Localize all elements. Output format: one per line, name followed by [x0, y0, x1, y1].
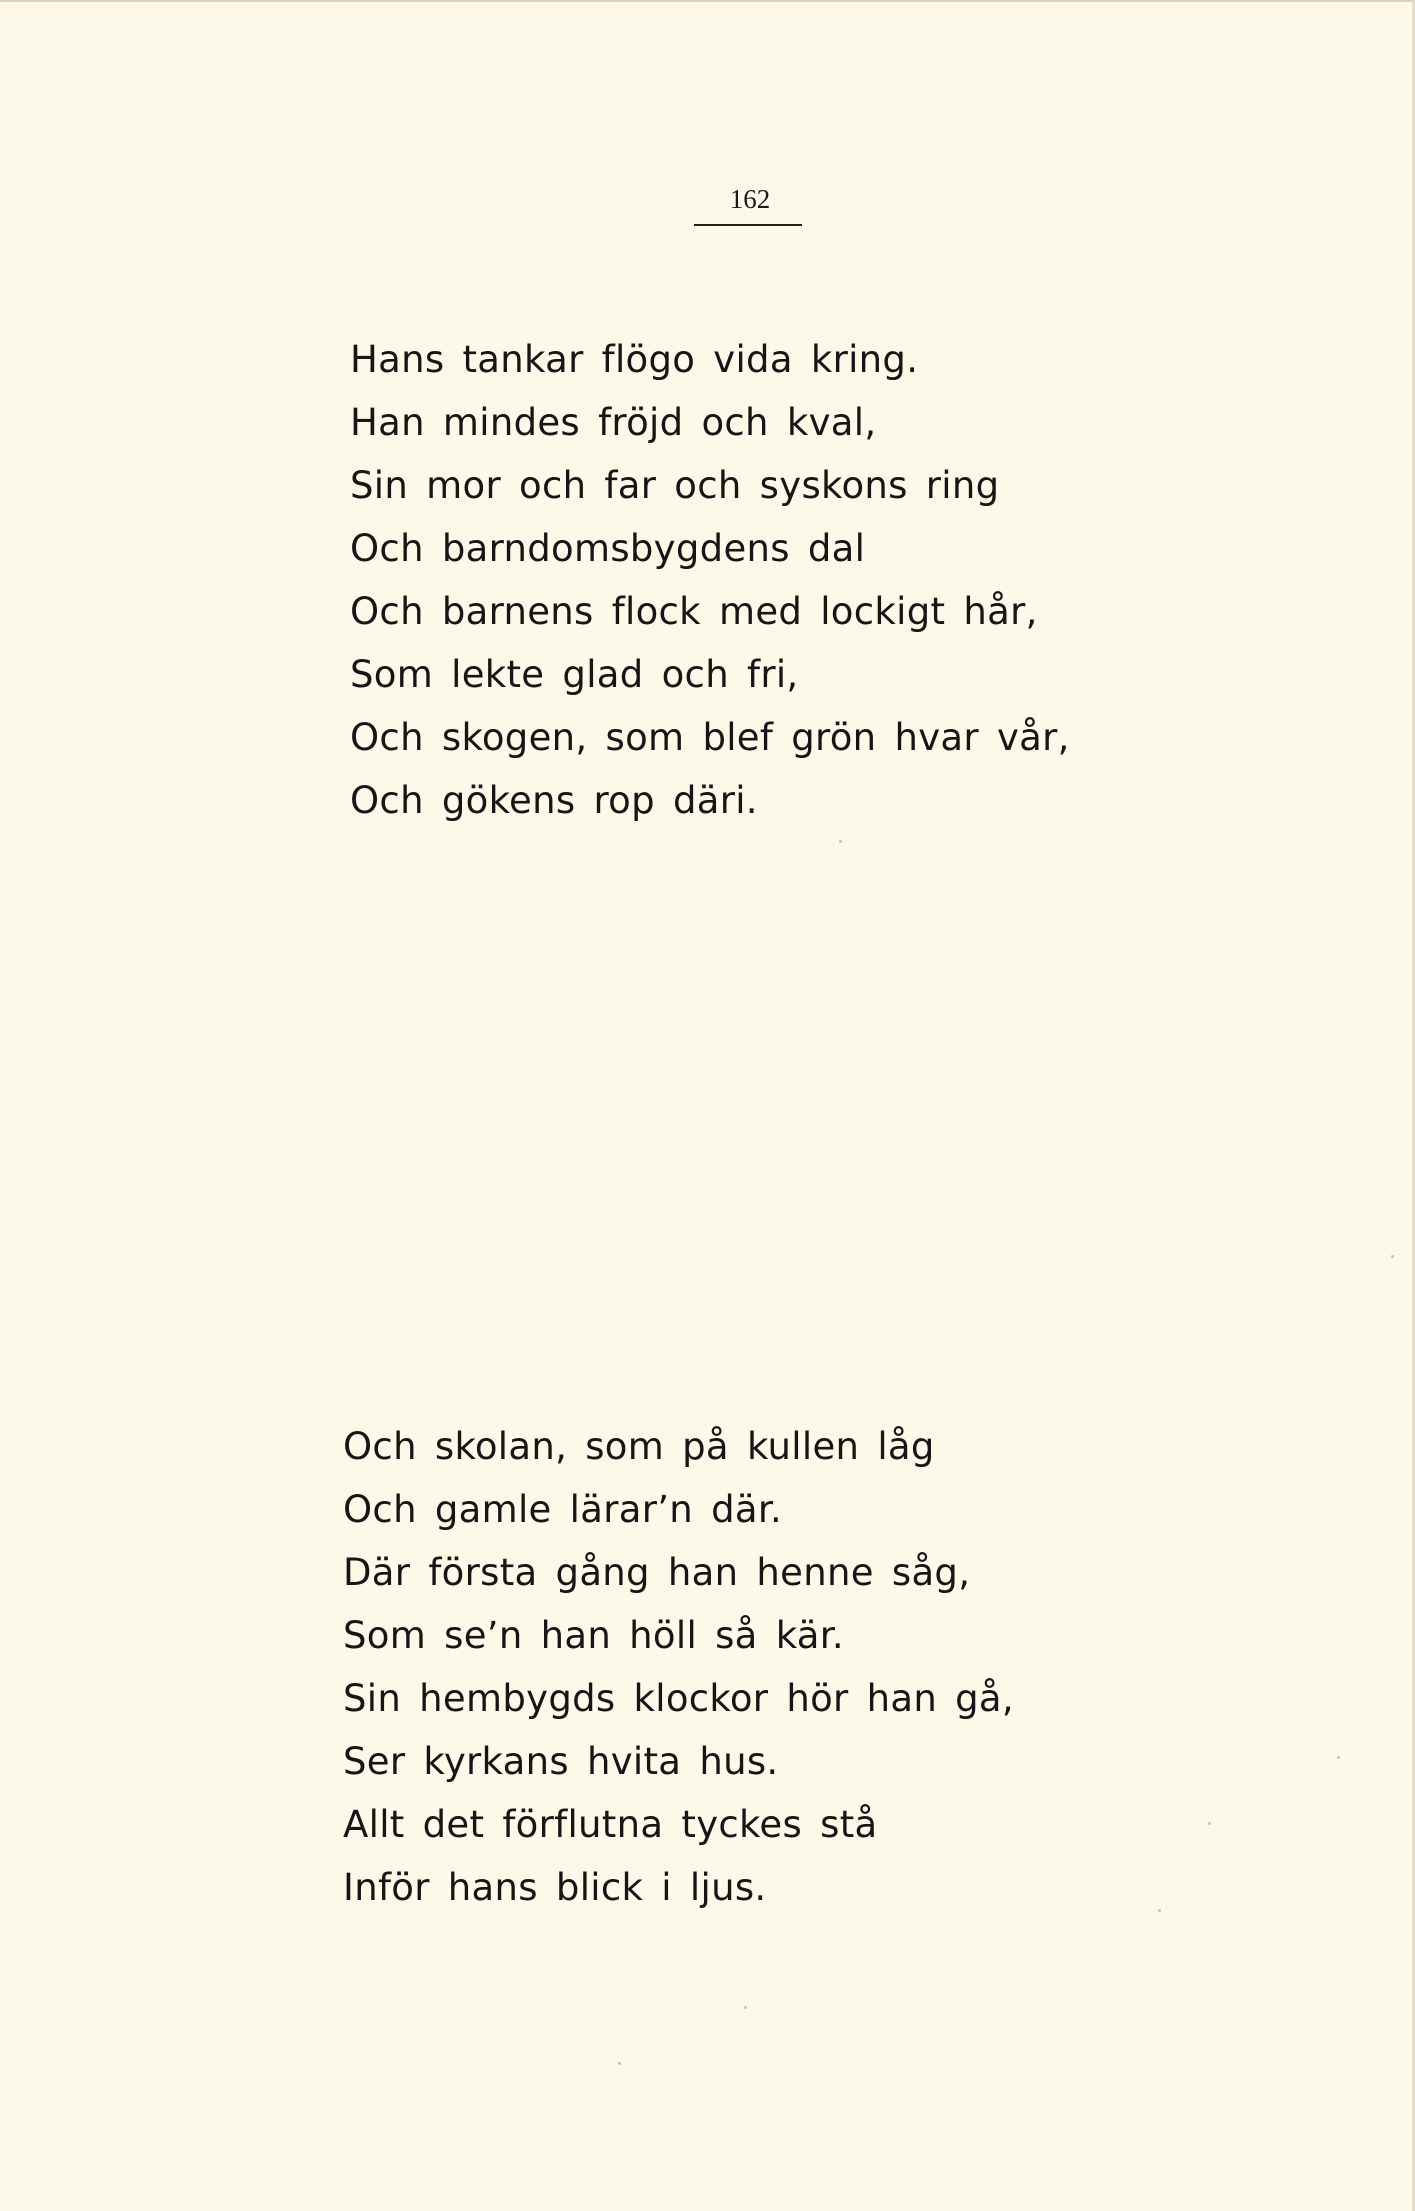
verse-line: Han mindes fröjd och kval, [350, 401, 877, 444]
paper-speck [839, 840, 842, 843]
verse-line: Och barnens flock med lockigt hår, [350, 590, 1038, 633]
verse-line: Och barndomsbygdens dal [350, 527, 866, 570]
stanza-2 [343, 1415, 1014, 1919]
paper-speck [744, 2006, 747, 2009]
paper-speck [1337, 1756, 1340, 1759]
verse-line: Hans tankar flögo vida kring. [350, 338, 919, 381]
verse-line: Sin mor och far och syskons ring [350, 464, 1000, 507]
stanza-1 [350, 328, 1070, 832]
verse-line: Inför hans blick i ljus. [343, 1866, 767, 1909]
verse-line: Sin hembygds klockor hör han gå, [343, 1677, 1014, 1720]
verse-line: Som lekte glad och fri, [350, 653, 799, 696]
verse-line: Och gökens rop däri. [350, 779, 758, 822]
paper-speck [618, 2062, 621, 2065]
verse-line: Som se’n han höll så kär. [343, 1614, 844, 1657]
paper-speck [1391, 1255, 1394, 1258]
paper-speck [1158, 1909, 1161, 1912]
verse-line: Och gamle lärar’n där. [343, 1488, 783, 1531]
page-number: 162 [729, 184, 771, 214]
verse-line: Och skolan, som på kullen låg [343, 1425, 935, 1468]
paper-speck [1208, 1822, 1211, 1825]
verse-line: Ser kyrkans hvita hus. [343, 1740, 779, 1783]
page-number-underline [694, 224, 802, 226]
verse-line: Och skogen, som blef grön hvar vår, [350, 716, 1070, 759]
verse-line: Där första gång han henne såg, [343, 1551, 971, 1594]
verse-line: Allt det förflutna tyckes stå [343, 1803, 878, 1846]
